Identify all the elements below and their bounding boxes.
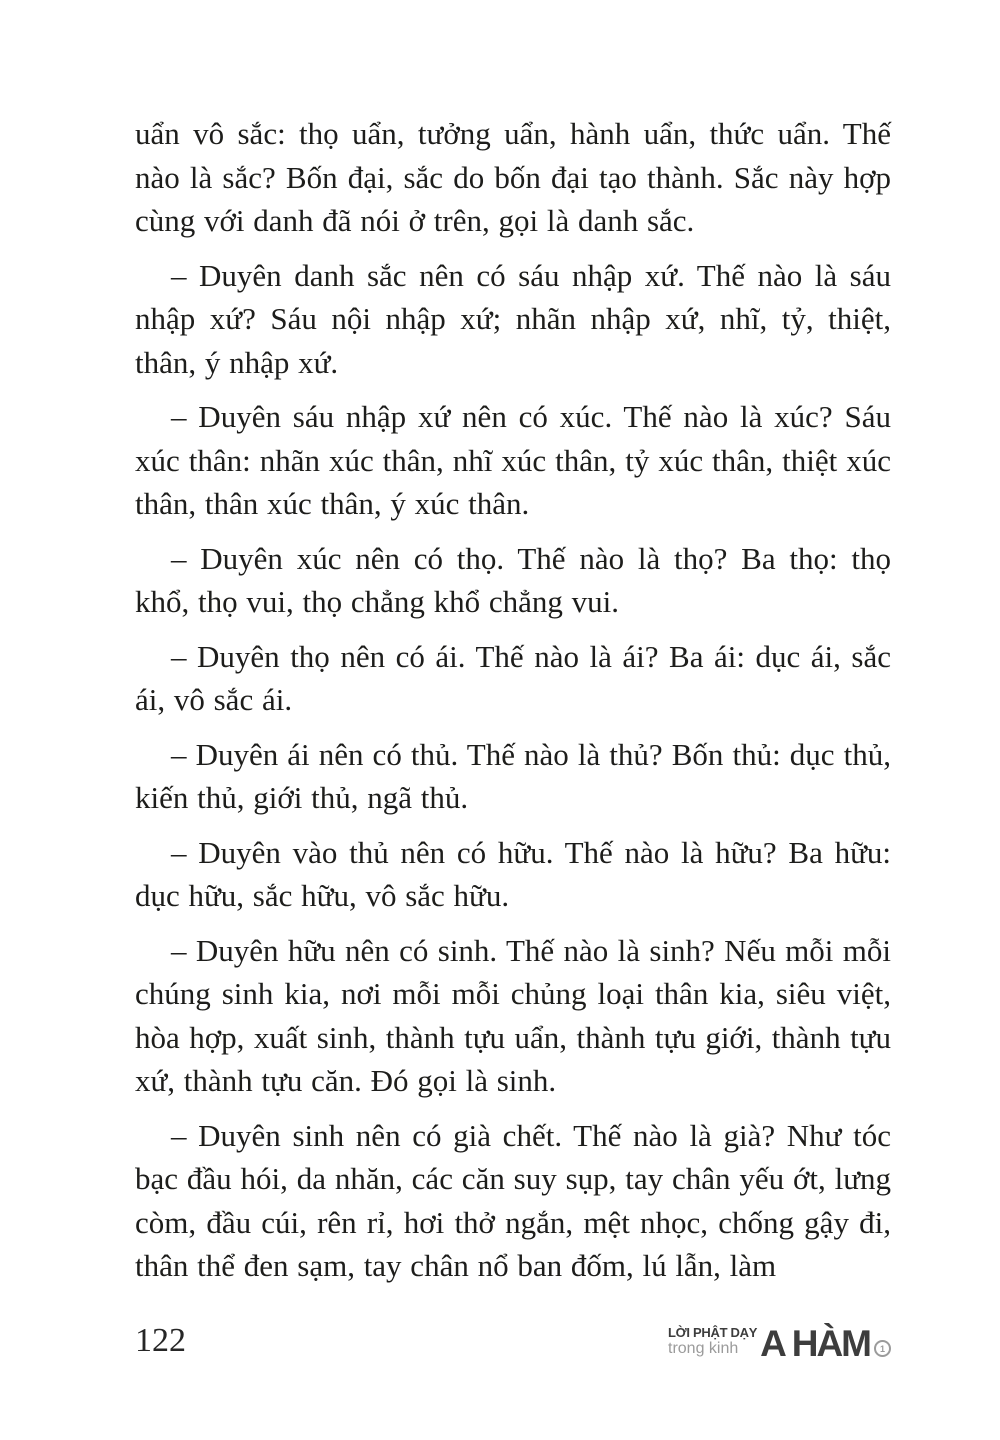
page-content [135, 112, 891, 1299]
body-paragraph: – Duyên hữu nên có sinh. Thế nào là sinh? Nếu mỗi mỗi chúng sinh kia, nơi mỗi mỗi chủng loại thân kia, siêu việt, hòa hợp, xuất sinh, thành tựu uẩn, thành tựu giới, thành tựu xứ, thành tựu căn. Đó gọi là sinh. [135, 932, 891, 1098]
body-paragraph: – Duyên vào thủ nên có hữu. Thế nào là hữu? Ba hữu: dục hữu, sắc hữu, vô sắc hữu. [135, 834, 891, 913]
logo-tagline-column [668, 1326, 757, 1359]
page-footer [135, 1322, 891, 1365]
body-paragraph: uẩn vô sắc: thọ uẩn, tưởng uẩn, hành uẩn, thức uẩn. Thế nào là sắc? Bốn đại, sắc do bốn đại tạo thành. Sắc này hợp cùng với danh đã nói ở trên, gọi là danh sắc. [135, 116, 891, 238]
body-paragraph: – Duyên thọ nên có ái. Thế nào là ái? Ba ái: dục ái, sắc ái, vô sắc ái. [135, 638, 891, 717]
circled-1-icon: 1 [874, 1340, 891, 1357]
logo-tagline-bottom: trong kinh [668, 1340, 739, 1358]
body-paragraph: – Duyên xúc nên có thọ. Thế nào là thọ? Ba thọ: thọ khổ, thọ vui, thọ chẳng khổ chẳng vui. [135, 540, 891, 619]
body-paragraph: – Duyên sinh nên có già chết. Thế nào là già? Như tóc bạc đầu hói, da nhăn, các căn suy sụp, tay chân yếu ớt, lưng còm, đầu cúi, rên rỉ, hơi thở ngắn, mệt nhọc, chống gậy đi, thân thể đen sạm, tay chân nổ ban đốm, lú lẫn, làm [135, 1117, 891, 1283]
body-paragraph: – Duyên danh sắc nên có sáu nhập xứ. Thế nào là sáu nhập xứ? Sáu nội nhập xứ; nhãn nhập xứ, nhĩ, tỷ, thiệt, thân, ý nhập xứ. [135, 257, 891, 380]
body-paragraph: – Duyên sáu nhập xứ nên có xúc. Thế nào là xúc? Sáu xúc thân: nhãn xúc thân, nhĩ xúc thân, tỷ xúc thân, thiệt xúc thân, thân xúc thân, ý xúc thân. [135, 399, 891, 521]
logo-title: A HÀM [760, 1323, 870, 1365]
publisher-logo [668, 1323, 891, 1365]
page-number: 122 [135, 1322, 186, 1359]
body-paragraph: – Duyên ái nên có thủ. Thế nào là thủ? Bốn thủ: dục thủ, kiến thủ, giới thủ, ngã thủ. [135, 736, 891, 815]
logo-tagline-top: LỜI PHẬT DẠY [668, 1325, 758, 1341]
